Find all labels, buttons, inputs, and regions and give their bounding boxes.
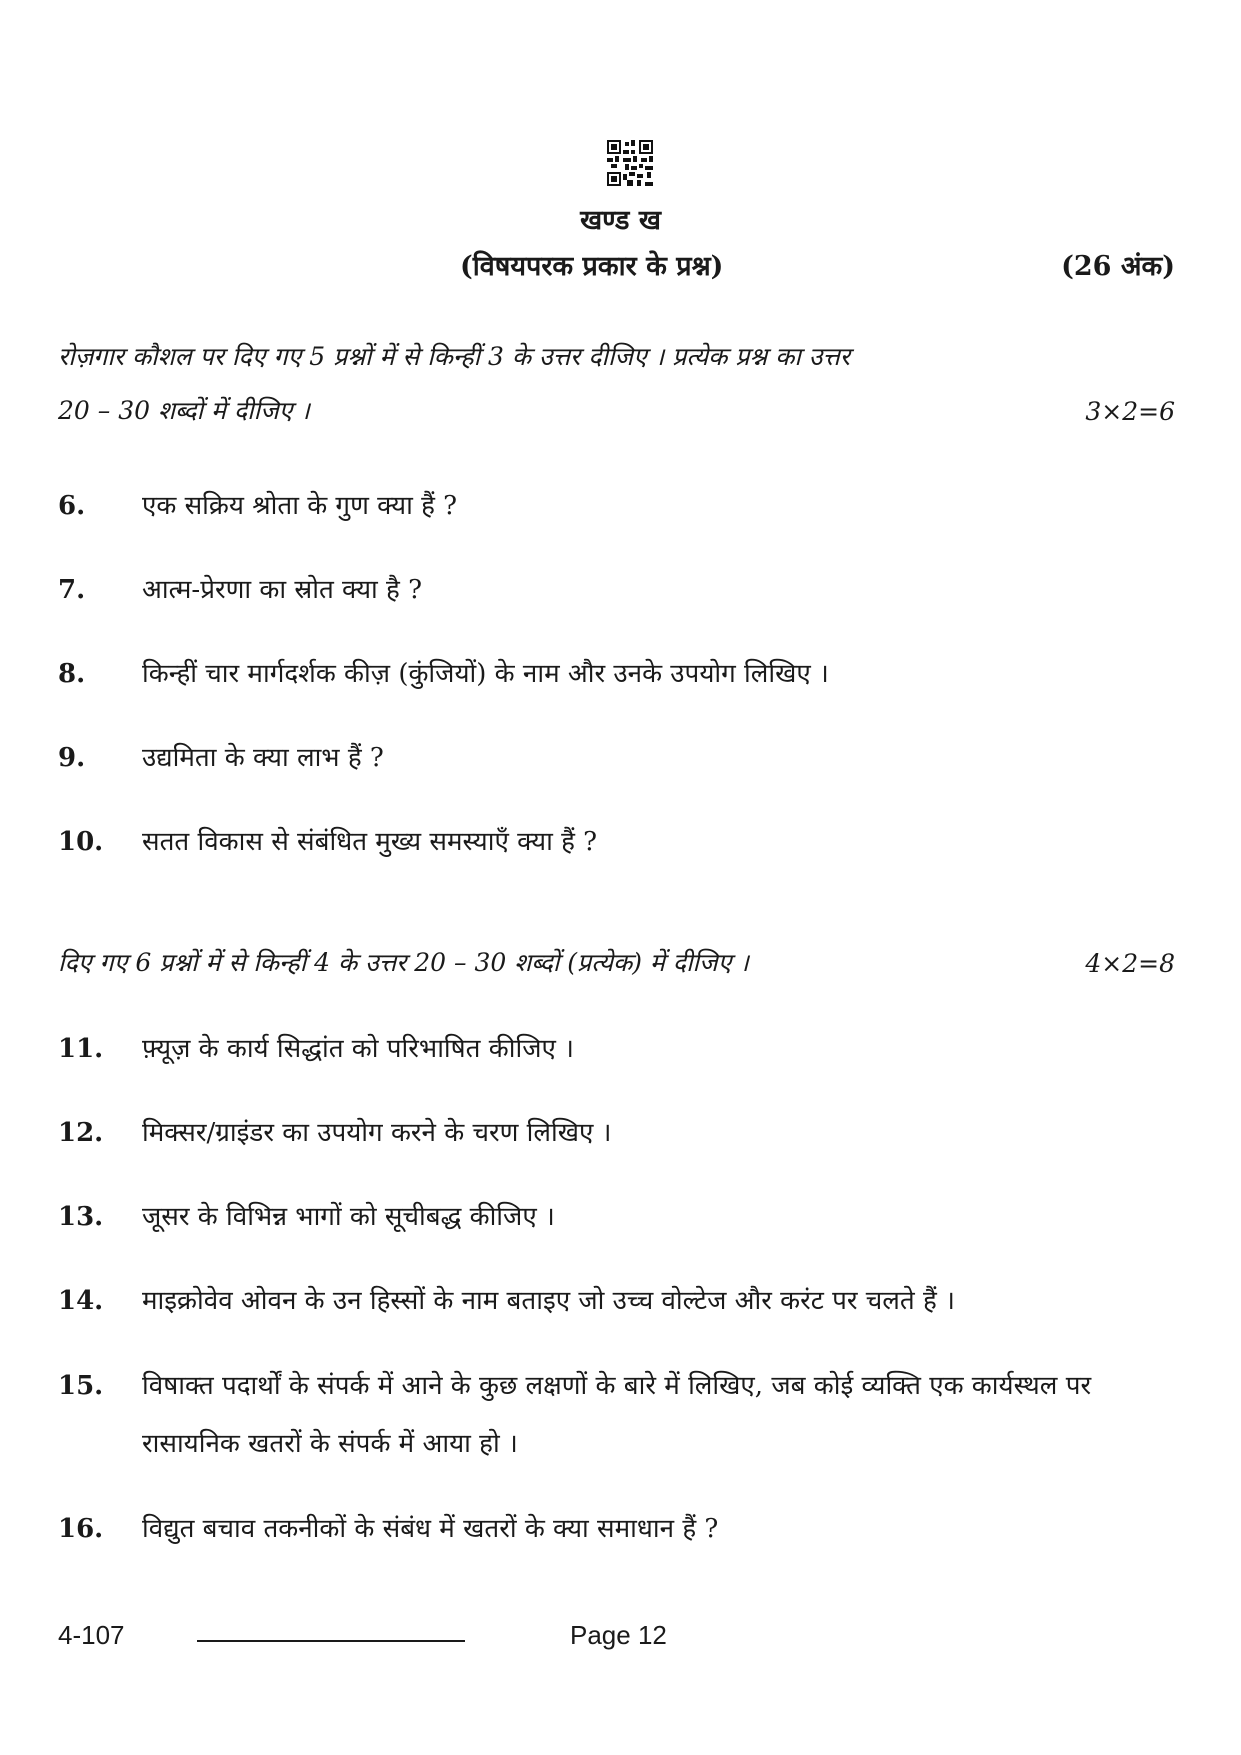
question-number: 16. (58, 1514, 104, 1544)
question-item (58, 1020, 1178, 1078)
section-title: खण्ड ख (580, 205, 661, 236)
question-number: 6. (58, 491, 86, 521)
question-text: विषाक्त पदार्थों के संपर्क में आने के कुछ लक्षणों के बारे में लिखिए, जब कोई व्यक्ति एक कार्यस्थल पर रासायनिक खतरों के संपर्क में आया हो । (142, 1371, 1092, 1459)
qr-code-icon (607, 140, 653, 186)
question-item (58, 813, 1178, 871)
question-number: 10. (58, 827, 104, 857)
question-number: 8. (58, 659, 86, 689)
block1-instruction-line1: रोज़गार कौशल पर दिए गए 5 प्रश्नों में से किन्हीं 3 के उत्तर दीजिए । प्रत्येक प्रश्न का उत्तर (58, 342, 850, 371)
question-text: उद्यमिता के क्या लाभ हैं ? (142, 743, 384, 773)
block1-marks: 3×2=6 (1085, 397, 1175, 426)
question-text: आत्म-प्रेरणा का स्रोत क्या है ? (142, 575, 423, 605)
page-number: Page 12 (570, 1620, 667, 1650)
footer-divider (197, 1640, 465, 1642)
question-number: 15. (58, 1371, 104, 1401)
question-text: किन्हीं चार मार्गदर्शक कीज़ (कुंजियों) के नाम और उनके उपयोग लिखिए । (142, 659, 829, 689)
question-item (58, 1272, 1178, 1330)
section-subtitle: (विषयपरक प्रकार के प्रश्न) (460, 251, 724, 282)
question-item (58, 729, 1178, 787)
question-text: सतत विकास से संबंधित मुख्य समस्याएँ क्या हैं ? (142, 827, 598, 857)
question-text: माइक्रोवेव ओवन के उन हिस्सों के नाम बताइए जो उच्च वोल्टेज और करंट पर चलते हैं । (142, 1286, 955, 1316)
question-text: फ़्यूज़ के कार्य सिद्धांत को परिभाषित कीजिए । (142, 1034, 574, 1064)
block2-instruction: दिए गए 6 प्रश्नों में से किन्हीं 4 के उत्तर 20 – 30 शब्दों (प्रत्येक) में दीजिए । (58, 948, 749, 977)
question-number: 14. (58, 1286, 104, 1316)
paper-code: 4-107 (58, 1620, 125, 1650)
question-item (58, 477, 1178, 535)
block1-instruction-line2: 20 – 30 शब्दों में दीजिए । (58, 396, 310, 425)
question-number: 9. (58, 743, 86, 773)
question-text: एक सक्रिय श्रोता के गुण क्या हैं ? (142, 491, 458, 521)
question-text: मिक्सर/ग्राइंडर का उपयोग करने के चरण लिखिए । (142, 1118, 612, 1148)
question-item (58, 561, 1178, 619)
question-number: 12. (58, 1118, 104, 1148)
question-number: 11. (58, 1034, 104, 1064)
question-item (58, 1104, 1178, 1162)
question-item (58, 1357, 1178, 1473)
question-item (58, 1500, 1178, 1558)
question-number: 13. (58, 1202, 104, 1232)
question-text: विद्युत बचाव तकनीकों के संबंध में खतरों के क्या समाधान हैं ? (142, 1514, 719, 1544)
section-marks: (26 अंक) (1061, 251, 1175, 282)
question-item (58, 645, 1178, 703)
block2-marks: 4×2=8 (1085, 949, 1175, 978)
question-item (58, 1188, 1178, 1246)
question-text: जूसर के विभिन्न भागों को सूचीबद्ध कीजिए । (142, 1202, 555, 1232)
question-number: 7. (58, 575, 86, 605)
